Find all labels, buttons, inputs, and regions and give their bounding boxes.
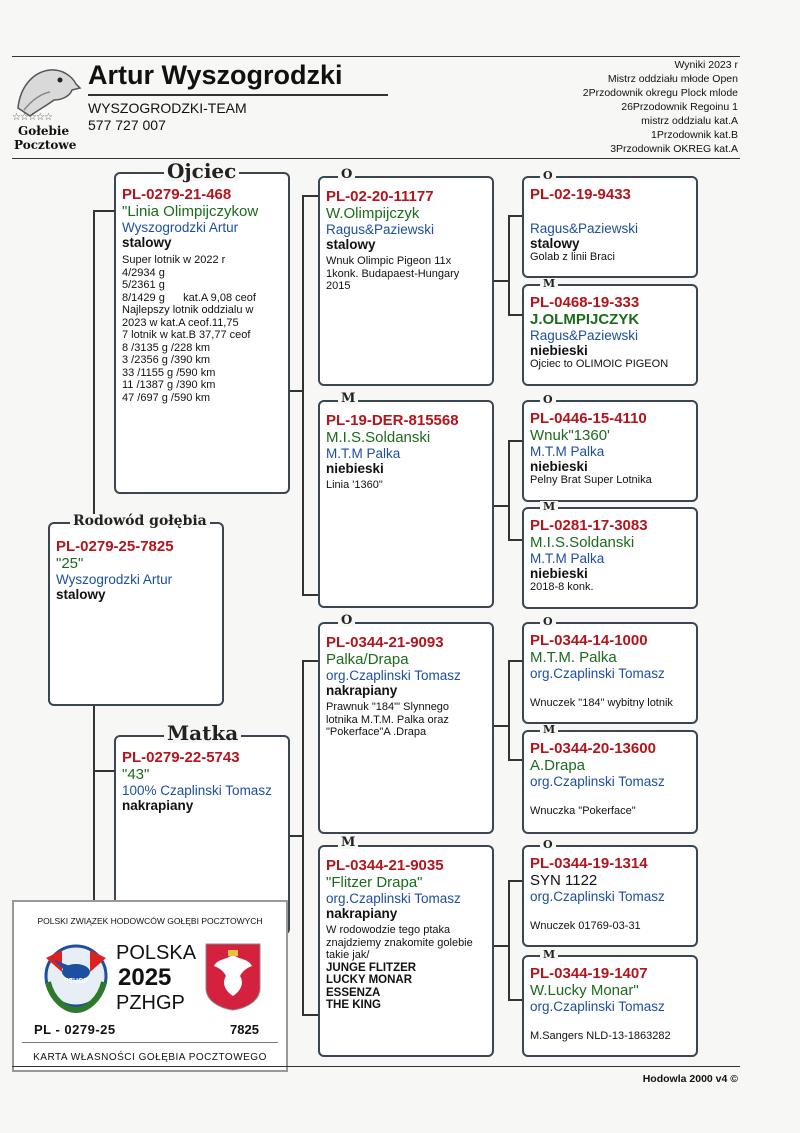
connector bbox=[508, 314, 522, 316]
card-ring-number: 7825 bbox=[230, 1022, 259, 1037]
mfm-name: A.Drapa bbox=[530, 757, 586, 774]
card-acronym: PZHGP bbox=[116, 992, 185, 1014]
mf-notes bbox=[326, 701, 486, 739]
fm-tag: M bbox=[338, 392, 358, 405]
mmm-owner: org.Czaplinski Tomasz bbox=[530, 999, 665, 1014]
subject-owner: Wyszogrodzki Artur bbox=[56, 572, 173, 587]
fff-owner: Ragus&Paziewski bbox=[530, 221, 639, 236]
fff-note: Golab z linii Braci bbox=[530, 251, 615, 263]
fmm-name: M.I.S.Soldanski bbox=[530, 534, 635, 551]
father-heading: Ojciec bbox=[164, 161, 239, 181]
note-line: 47 /697 g /590 km bbox=[122, 391, 211, 404]
fmf-note: Pelny Brat Super Lotnika bbox=[530, 474, 652, 486]
fmm-note: 2018-8 konk. bbox=[530, 581, 594, 593]
fff-card bbox=[522, 176, 698, 278]
note-line: "Pokerface"A .Drapa bbox=[326, 726, 427, 738]
fmm-color: niebieski bbox=[530, 566, 588, 581]
note-line: 7 lotnik w kat.B 37,77 ceof bbox=[122, 329, 251, 341]
ffm-color: niebieski bbox=[530, 343, 588, 358]
results-list bbox=[583, 58, 738, 156]
connector bbox=[302, 660, 318, 662]
fff-ring: PL-02-19-9433 bbox=[530, 186, 631, 203]
mfm-card bbox=[522, 730, 698, 834]
mfm-note: Wnuczka "Pokerface" bbox=[530, 805, 636, 817]
result-line: 3Przodownik OKREG kat.A bbox=[610, 143, 738, 155]
subject-heading: Rodowód gołębia bbox=[70, 514, 210, 528]
card-footer: KARTA WŁASNOŚCI GOŁĘBIA POCZTOWEGO bbox=[33, 1052, 267, 1063]
connector bbox=[93, 770, 115, 772]
note-line-bold: ESSENZA bbox=[326, 986, 381, 999]
ff-card bbox=[318, 176, 494, 386]
connector bbox=[508, 880, 510, 1000]
ff-notes bbox=[326, 255, 486, 293]
pigeon-head-icon bbox=[10, 60, 82, 120]
team-name: WYSZOGRODZKI-TEAM bbox=[88, 100, 247, 116]
fmm-ring: PL-0281-17-3083 bbox=[530, 517, 648, 534]
mmf-card bbox=[522, 845, 698, 947]
mother-ring: PL-0279-22-5743 bbox=[122, 749, 240, 766]
mother-owner: 100% Czaplinski Tomasz bbox=[122, 783, 272, 798]
mother-color: nakrapiany bbox=[122, 798, 194, 813]
poland-emblem bbox=[204, 942, 262, 1012]
ownership-card bbox=[12, 900, 288, 1072]
ff-name: W.Olimpijczyk bbox=[326, 205, 420, 222]
ffm-ring: PL-0468-19-333 bbox=[530, 294, 640, 311]
connector bbox=[494, 725, 508, 727]
note-line-bold: JUNGE FLITZER bbox=[326, 961, 417, 974]
fff-tag: O bbox=[540, 170, 556, 181]
mmf-name: SYN 1122 bbox=[530, 872, 598, 889]
connector bbox=[93, 210, 95, 525]
mff-card bbox=[522, 622, 698, 724]
note-line-bold: LUCKY MONAR bbox=[326, 974, 413, 986]
fmm-tag: M bbox=[540, 501, 558, 512]
mf-tag: O bbox=[338, 614, 355, 627]
ffm-note: Ojciec to OLIMOIC PIGEON bbox=[530, 358, 669, 370]
subject-card bbox=[48, 522, 224, 706]
white-eagle-icon bbox=[204, 942, 262, 1012]
pigeon-logo bbox=[10, 60, 82, 152]
card-year: 2025 bbox=[118, 964, 172, 991]
mmf-ring: PL-0344-19-1314 bbox=[530, 855, 648, 872]
header-top-rule bbox=[12, 56, 740, 57]
fm-color: niebieski bbox=[326, 461, 384, 476]
title-underline bbox=[88, 94, 388, 96]
mf-name: Palka/Drapa bbox=[326, 651, 409, 668]
connector bbox=[302, 660, 304, 1015]
card-divider bbox=[22, 1042, 278, 1043]
note-line-bold: THE KING bbox=[326, 999, 381, 1011]
mmm-ring: PL-0344-19-1407 bbox=[530, 965, 648, 982]
fmf-owner: M.T.M Palka bbox=[530, 444, 605, 459]
note-line: W rodowodzie tego ptaka bbox=[326, 924, 451, 936]
connector bbox=[508, 440, 510, 540]
fm-ring: PL-19-DER-815568 bbox=[326, 412, 459, 429]
ff-owner: Ragus&Paziewski bbox=[326, 222, 435, 237]
mother-name: "43" bbox=[122, 766, 150, 783]
mf-color: nakrapiany bbox=[326, 683, 398, 698]
ffm-card bbox=[522, 284, 698, 386]
mff-owner: org.Czaplinski Tomasz bbox=[530, 666, 665, 681]
logo-stars: ☆☆☆☆☆ bbox=[12, 112, 52, 123]
connector bbox=[508, 539, 522, 541]
father-notes bbox=[122, 254, 282, 404]
fff-color: stalowy bbox=[530, 236, 580, 251]
ff-ring: PL-02-20-11177 bbox=[326, 188, 434, 205]
subject-name: "25" bbox=[56, 555, 84, 572]
note-line: 3 /2356 g /390 km bbox=[122, 354, 211, 366]
footer-rule bbox=[12, 1066, 740, 1067]
card-logo bbox=[36, 938, 116, 1016]
fm-name: M.I.S.Soldanski bbox=[326, 429, 431, 446]
note-line: Linia '1360" bbox=[326, 479, 383, 491]
note-line: 1konk. Budapaest-Hungary bbox=[326, 267, 460, 280]
mf-ring: PL-0344-21-9093 bbox=[326, 634, 444, 651]
header-bottom-rule bbox=[12, 158, 740, 159]
card-org: POLSKI ZWIĄZEK HODOWCÓW GOŁĘBI POCZTOWYCH bbox=[37, 916, 263, 926]
ff-color: stalowy bbox=[326, 237, 376, 252]
connector bbox=[508, 999, 522, 1001]
connector bbox=[302, 195, 318, 197]
fmf-card bbox=[522, 400, 698, 502]
ffm-owner: Ragus&Paziewski bbox=[530, 328, 639, 343]
fmm-card bbox=[522, 507, 698, 609]
pzhgp-emblem-icon bbox=[36, 938, 116, 1016]
result-line: 1Przodownik kat.B bbox=[651, 129, 738, 141]
result-line: 26Przodownik Regoinu 1 bbox=[621, 101, 738, 113]
card-logo-text: PZHGP bbox=[64, 978, 89, 985]
fmf-ring: PL-0446-15-4110 bbox=[530, 410, 647, 427]
mm-owner: org.Czaplinski Tomasz bbox=[326, 891, 461, 906]
card-country: POLSKA bbox=[116, 942, 197, 964]
fmf-tag: O bbox=[540, 394, 556, 405]
connector bbox=[508, 215, 510, 315]
mff-name: M.T.M. Palka bbox=[530, 649, 617, 666]
note-line: 5/2361 g bbox=[122, 279, 165, 291]
mff-note: Wnuczek "184" wybitny lotnik bbox=[530, 697, 673, 709]
fm-owner: M.T.M Palka bbox=[326, 446, 401, 461]
logo-text-2: Pocztowe bbox=[14, 138, 77, 152]
ff-tag: O bbox=[338, 168, 355, 181]
note-line: Prawnuk "184"' Slynnego bbox=[326, 701, 450, 713]
mfm-ring: PL-0344-20-13600 bbox=[530, 740, 656, 757]
mm-card bbox=[318, 845, 494, 1057]
result-line: Wyniki 2023 r bbox=[674, 59, 738, 71]
mmf-tag: O bbox=[540, 839, 556, 850]
note-line: Wnuk Olimpic Pigeon 11x bbox=[326, 255, 452, 267]
connector bbox=[494, 945, 508, 947]
result-line: mistrz oddzialu kat.A bbox=[641, 115, 738, 127]
note-line: znajdziemy znakomite golebie bbox=[326, 936, 473, 949]
subject-color: stalowy bbox=[56, 587, 106, 602]
mm-notes bbox=[326, 924, 486, 1012]
mff-ring: PL-0344-14-1000 bbox=[530, 632, 648, 649]
mmf-note: Wnuczek 01769-03-31 bbox=[530, 920, 641, 932]
mf-card bbox=[318, 622, 494, 834]
note-line: 2023 w kat.A ceof.11,75 bbox=[122, 316, 239, 329]
father-card bbox=[114, 172, 290, 494]
mfm-tag: M bbox=[540, 724, 558, 735]
connector bbox=[508, 660, 522, 662]
fm-notes bbox=[326, 479, 486, 492]
mmm-name: W.Lucky Monar" bbox=[530, 982, 639, 999]
connector bbox=[93, 705, 95, 905]
note-line: takie jak/ bbox=[326, 949, 370, 961]
fm-card bbox=[318, 400, 494, 608]
connector bbox=[508, 440, 522, 442]
father-owner: Wyszogrodzki Artur bbox=[122, 220, 239, 235]
fff-name bbox=[530, 203, 690, 221]
mmf-owner: org.Czaplinski Tomasz bbox=[530, 889, 665, 904]
father-color: stalowy bbox=[122, 235, 172, 250]
mmm-tag: M bbox=[540, 949, 558, 960]
ffm-name: J.OLMPIJCZYK bbox=[530, 311, 640, 328]
mff-tag: O bbox=[540, 616, 556, 627]
note-line: 4/2934 g bbox=[122, 266, 165, 279]
phone-number: 577 727 007 bbox=[88, 117, 166, 133]
mm-color: nakrapiany bbox=[326, 906, 398, 921]
connector bbox=[302, 195, 304, 595]
connector bbox=[508, 880, 522, 882]
connector bbox=[508, 660, 510, 760]
father-name: "Linia Olimpijczykow bbox=[122, 203, 259, 220]
card-ring-prefix: PL - 0279-25 bbox=[34, 1022, 116, 1037]
note-line: Najlepszy lotnik oddzialu w bbox=[122, 304, 254, 316]
fmf-name: Wnuk"1360' bbox=[530, 427, 610, 444]
connector bbox=[302, 1014, 318, 1016]
logo-text-1: Gołebie bbox=[18, 124, 70, 138]
note-line: 8 /3135 g /228 km bbox=[122, 341, 211, 354]
result-line: Mistrz oddziału młode Open bbox=[607, 73, 738, 85]
mmm-note: M.Sangers NLD-13-1863282 bbox=[530, 1030, 671, 1042]
mf-owner: org.Czaplinski Tomasz bbox=[326, 668, 461, 683]
result-line: 2Przodownik okregu Plock mlode bbox=[582, 87, 738, 99]
connector bbox=[93, 210, 115, 212]
father-ring: PL-0279-21-468 bbox=[122, 186, 232, 203]
mfm-owner: org.Czaplinski Tomasz bbox=[530, 774, 665, 789]
connector bbox=[494, 280, 508, 282]
note-line: 11 /1387 g /390 km bbox=[122, 379, 216, 391]
note-line: Super lotnik w 2022 r bbox=[122, 254, 226, 266]
mm-name: "Flitzer Drapa" bbox=[326, 874, 423, 891]
breeder-name: Artur Wyszogrodzki bbox=[88, 60, 343, 90]
mm-ring: PL-0344-21-9035 bbox=[326, 857, 444, 874]
mmm-card bbox=[522, 955, 698, 1057]
connector bbox=[508, 759, 522, 761]
connector bbox=[302, 594, 318, 596]
mother-heading: Matka bbox=[164, 723, 241, 743]
connector bbox=[494, 505, 508, 507]
fmf-color: niebieski bbox=[530, 459, 588, 474]
software-credit: Hodowla 2000 v4 © bbox=[642, 1073, 738, 1085]
fmm-owner: M.T.M Palka bbox=[530, 551, 605, 566]
mm-tag: M bbox=[338, 836, 358, 849]
note-line: 8/1429 g kat.A 9,08 ceof bbox=[122, 291, 256, 304]
connector bbox=[508, 215, 522, 217]
ffm-tag: M bbox=[540, 278, 558, 289]
note-line: 33 /1155 g /590 km bbox=[122, 366, 216, 379]
note-line: lotnika M.T.M. Palka oraz bbox=[326, 713, 449, 726]
subject-ring: PL-0279-25-7825 bbox=[56, 538, 174, 555]
note-line: 2015 bbox=[326, 280, 351, 292]
